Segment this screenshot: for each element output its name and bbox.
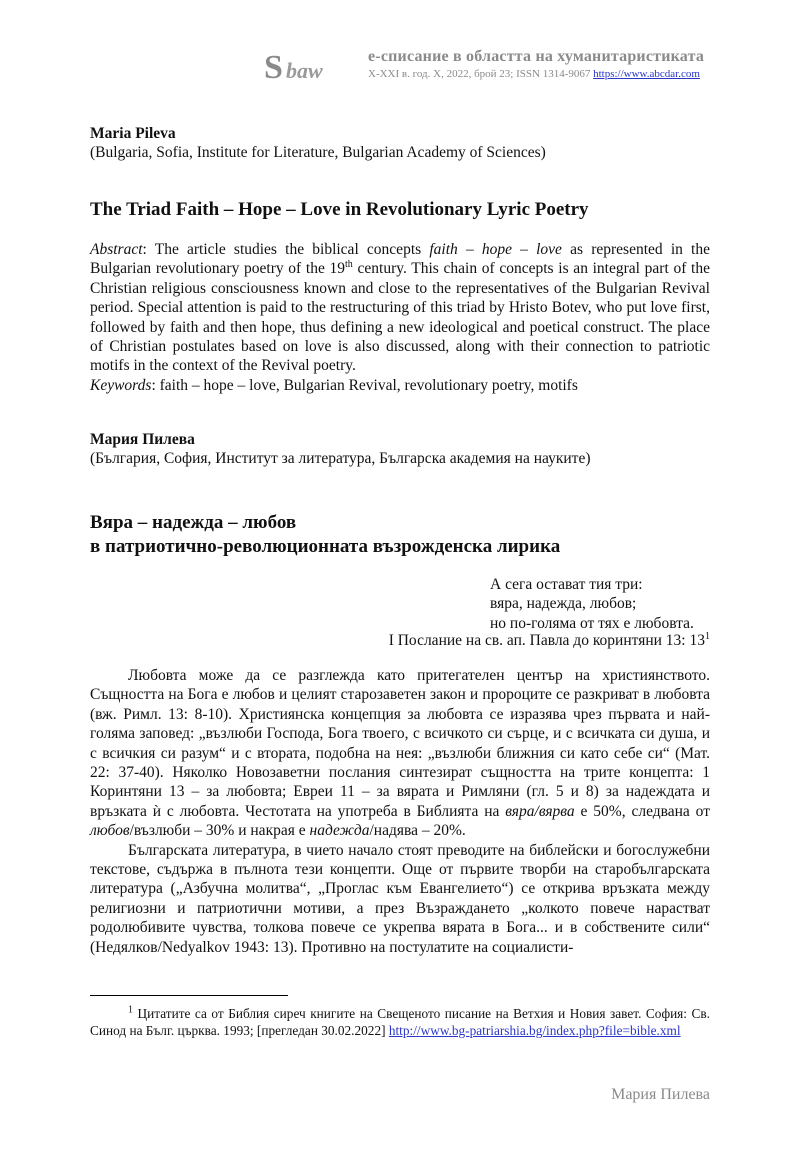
running-footer-author: Мария Пилева [611,1086,710,1103]
journal-logo [262,48,354,84]
body-paragraph: Българската литература, в чието начало стоят преводите на библейски и богослужебни текстове, съдържа в пълнота тези концепти. Още от първите творби на старобългарската литература („Азбучна молитва“, „Проглас към Евангелието“) се открива връзката между религиозни и патриотични мотиви, а през Възраждането „колкото повече нарастват родолюбивите чувства, толкова повече се укрепва вярата в Бога... и в собствените сили“ (Недялков/Nedyalkov 1943: 13). Противно на постулатите на социалисти- [90,841,710,956]
footnote-divider [90,995,288,996]
svg-text:S: S [264,49,283,84]
epigraph-verse [490,575,694,633]
footnote-link[interactable]: http://www.bg-patriarshia.bg/index.php?file=bible.xml [388,1023,681,1038]
author-affiliation-en: (Bulgaria, Sofia, Institute for Literature, Bulgarian Academy of Sciences) [90,144,546,162]
epigraph-line: но по-голяма от тях е любовта. [490,614,694,632]
keywords-label: Keywords [90,376,152,394]
author-affiliation-bg: (България, София, Институт за литература, Българска академия на науките) [90,450,591,468]
abstract [90,240,710,395]
title-bg-line1: Вяра – надежда – любов [90,512,297,533]
abstract-text: as represented in the Bulgarian revolutionary poetry of the 19 [90,241,710,278]
italic-term: вяра/вярва [505,802,575,820]
author-block-bg [90,430,710,469]
journal-url-link[interactable]: https://www.abcdar.com [593,68,700,80]
article-title-bg [90,511,710,559]
epigraph-line: вяра, надежда, любов; [490,595,637,613]
footnote-marker[interactable]: 1 [705,630,710,642]
author-name-bg: Мария Пилева [90,431,195,448]
svg-text:baw: baw [286,58,323,83]
article-title-en: The Triad Faith – Hope – Love in Revolutionary Lyric Poetry [90,199,589,220]
abstract-text: century. This chain of concepts is an integral part of the Christian religious consciousness known and close to the representatives of the Bulgarian Revival period. Special attention is paid to the restructuring of this triad by Hristo Botev, who put love first, followed by faith and then hope, thus defining a new ideological and poetical construct. The place of Christian postulates based on love is also discussed, along with their connection to patriotic motifs in the context of the Revival poetry. [90,260,710,375]
title-bg-line2: в патриотично-революционната възрожденска лирика [90,536,561,557]
abstract-text: : The article studies the biblical concepts [142,241,430,258]
epigraph-source-text: I Послание на св. ап. Павла до коринтяни 13: 13 [388,632,705,649]
abstract-superscript: th [345,259,353,271]
abstract-label: Abstract [90,241,143,258]
italic-term: надежда [309,822,370,840]
author-name-en: Maria Pileva [90,125,176,142]
journal-title: е-списание в областта на хуманитаристиката [368,48,705,65]
footnote-text: Цитатите са от Библия сиреч книгите на Свещеното писание на Ветхия и Новия завет. София: Св. Синод на Бълг. църква. 1993; [прегледан 30.02.2022] [90,1006,710,1038]
issue-info [368,68,700,80]
body-paragraph: Любовта може да се разглежда като притегателен център на християнството. Същността на Бога е любов и целият старозаветен закон и пророците се разкриват в любовта (вж. Римл. 13: 8-10). Християнска концепция за любовта се изразява чрез първата и най-голяма заповед: „възлюби Господа, Бога твоего, с всичкото си сърце, и с всичката си душа, и с всичкия си разум“ и с втората, подобна на нея: „възлюби ближния си като себе си“ (Мат. 22: 37-40). Няколко Новозаветни послания синтезират същността на трите концепта: 1 Коринтяни 13 – за любовта; Евреи 11 – за вярата и Римляни (гл. 5 и 8) за надеждата и връзката ѝ с любовта. Честотата на употреба в Библията на вяра/вярва е 50%, следвана от любов/възлюби – 30% и накрая е надежда/надява – 20%. [90,667,710,840]
author-block-en [90,124,710,163]
epigraph-line: А сега остават тия три: [490,576,643,593]
epigraph-source [389,631,710,650]
issue-details: X-XXI в. год. X, 2022, брой 23; ISSN 1314-9067 [368,68,591,80]
italic-term: любов [90,822,130,840]
keywords-text: : faith – hope – love, Bulgarian Revival, revolutionary poetry, motifs [151,376,578,394]
footnote-number: 1 [128,1004,133,1016]
body-text [90,666,710,957]
abstract-italic-terms: faith – hope – love [429,241,562,258]
footnote [90,1005,710,1039]
